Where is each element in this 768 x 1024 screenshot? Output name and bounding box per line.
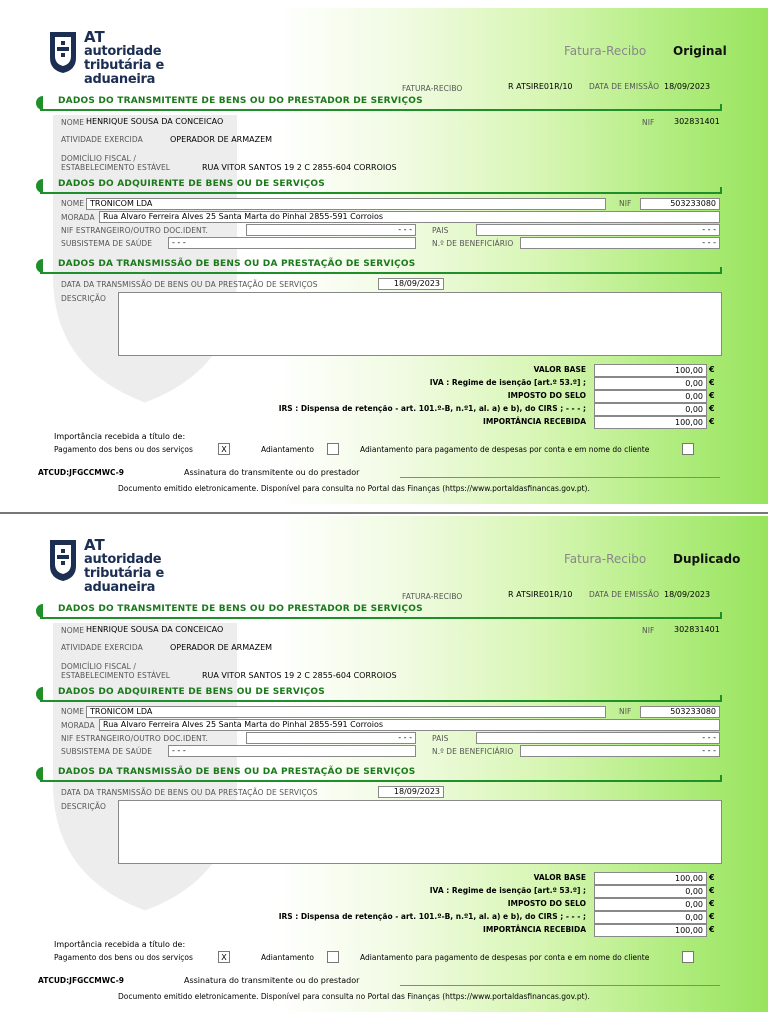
transaction-date-label: DATA DA TRANSMISSÃO DE BENS OU DA PRESTAÇÃO DE SERVIÇOS — [61, 788, 318, 797]
description-field — [118, 800, 722, 864]
currency-symbol: € — [709, 899, 715, 908]
buyer-address-label: MORADA — [61, 213, 95, 222]
invoice-number: R ATSIRE01R/10 — [508, 590, 573, 599]
buyer-country-label: PAIS — [432, 734, 449, 743]
amount-received-label: IMPORTÂNCIA RECEBIDA — [483, 417, 586, 426]
seller-name: HENRIQUE SOUSA DA CONCEICAO — [86, 625, 224, 634]
document-type: Fatura-Recibo — [564, 552, 647, 566]
payment-option-expenses-checkbox[interactable] — [682, 951, 694, 963]
buyer-address-field: Rua Alvaro Ferreira Alves 25 Santa Marta do Pinhal 2855-591 Corroios — [99, 719, 720, 731]
seller-name-label: NOME — [61, 626, 85, 635]
buyer-country-field: - - - — [476, 224, 720, 236]
irs-label: IRS : Dispensa de retenção - art. 101.º-B, n.º1, al. a) e b), do CIRS ; - - - ; — [278, 404, 586, 413]
brand-line-1: AT — [84, 536, 105, 554]
irs-value: 0,00 — [594, 911, 707, 924]
buyer-nif-field: 503233080 — [640, 706, 720, 718]
payment-option-advance-label: Adiantamento — [261, 953, 314, 962]
base-value: 100,00 — [594, 364, 707, 377]
brand-logo — [48, 536, 238, 595]
currency-symbol: € — [709, 886, 715, 895]
transaction-date-field: 18/09/2023 — [378, 786, 444, 798]
invoice-number: R ATSIRE01R/10 — [508, 82, 573, 91]
seller-nif-label: NIF — [642, 626, 655, 635]
payment-option-goods-label: Pagamento dos bens ou dos serviços — [54, 445, 193, 454]
seller-activity: OPERADOR DE ARMAZEM — [170, 135, 273, 144]
payment-option-advance-label: Adiantamento — [261, 445, 314, 454]
issue-date-label: DATA DE EMISSÃO — [589, 590, 660, 599]
payment-option-goods-label: Pagamento dos bens ou dos serviços — [54, 953, 193, 962]
seller-address: RUA VITOR SANTOS 19 2 C 2855-604 CORROIOS — [202, 671, 397, 680]
buyer-health-label: SUBSISTEMA DE SAÚDE — [61, 747, 153, 756]
payment-option-goods-checkbox[interactable]: X — [218, 951, 230, 963]
document-type: Fatura-Recibo — [564, 44, 647, 58]
seller-activity-label: ATIVIDADE EXERCIDA — [61, 643, 143, 652]
buyer-country-label: PAIS — [432, 226, 449, 235]
buyer-beneficiary-label: N.º DE BENEFICIÁRIO — [432, 747, 514, 756]
transaction-date-field: 18/09/2023 — [378, 278, 444, 290]
seller-name: HENRIQUE SOUSA DA CONCEICAO — [86, 117, 224, 126]
signature-label: Assinatura do transmitente ou do prestador — [184, 976, 360, 985]
buyer-address-field: Rua Alvaro Ferreira Alves 25 Santa Marta do Pinhal 2855-591 Corroios — [99, 211, 720, 223]
invoice-type-label: FATURA-RECIBO — [402, 84, 463, 93]
signature-label: Assinatura do transmitente ou do prestador — [184, 468, 360, 477]
transaction-section-title: DADOS DA TRANSMISSÃO DE BENS OU DA PRESTAÇÃO DE SERVIÇOS — [58, 767, 416, 777]
amount-received-value: 100,00 — [594, 924, 707, 937]
buyer-name-label: NOME — [61, 199, 85, 208]
atcud-code: ATCUD:JFGCCMWC-9 — [38, 468, 124, 477]
iva-label: IVA : Regime de isenção [art.º 53.º] ; — [429, 886, 586, 895]
irs-label: IRS : Dispensa de retenção - art. 101.º-B, n.º1, al. a) e b), do CIRS ; - - - ; — [278, 912, 586, 921]
buyer-name-label: NOME — [61, 707, 85, 716]
seller-nif-label: NIF — [642, 118, 655, 127]
issue-date: 18/09/2023 — [664, 82, 711, 91]
amount-received-label: IMPORTÂNCIA RECEBIDA — [483, 925, 586, 934]
currency-symbol: € — [709, 378, 715, 387]
buyer-beneficiary-label: N.º DE BENEFICIÁRIO — [432, 239, 514, 248]
stamp-tax-label: IMPOSTO DO SELO — [507, 391, 586, 400]
brand-line-3: tributária e aduaneira — [84, 58, 165, 87]
electronic-note: Documento emitido eletronicamente. Disponível para consulta no Portal das Finanças (https://www.portaldasfinancas.gov.pt). — [118, 992, 590, 1001]
transaction-section-title: DADOS DA TRANSMISSÃO DE BENS OU DA PRESTAÇÃO DE SERVIÇOS — [58, 259, 416, 269]
invoice-type-label: FATURA-RECIBO — [402, 592, 463, 601]
seller-section-title: DADOS DO TRANSMITENTE DE BENS OU DO PRESTADOR DE SERVIÇOS — [58, 96, 423, 106]
currency-symbol: € — [709, 873, 715, 882]
base-value: 100,00 — [594, 872, 707, 885]
signature-line — [400, 985, 720, 986]
buyer-beneficiary-field: - - - — [520, 745, 720, 757]
iva-label: IVA : Regime de isenção [art.º 53.º] ; — [429, 378, 586, 387]
buyer-health-label: SUBSISTEMA DE SAÚDE — [61, 239, 153, 248]
buyer-nif-label: NIF — [619, 199, 632, 208]
description-label: DESCRIÇÃO — [61, 294, 106, 303]
buyer-beneficiary-field: - - - — [520, 237, 720, 249]
buyer-address-label: MORADA — [61, 721, 95, 730]
receipt-separator — [0, 512, 768, 514]
buyer-foreign-nif-label: NIF ESTRANGEIRO/OUTRO DOC.IDENT. — [61, 226, 209, 235]
copy-label: Duplicado — [673, 552, 741, 566]
receipt-duplicate — [0, 516, 768, 1012]
brand-line-1: AT — [84, 28, 105, 46]
electronic-note: Documento emitido eletronicamente. Disponível para consulta no Portal das Finanças (https://www.portaldasfinancas.gov.pt). — [118, 484, 590, 493]
iva-value: 0,00 — [594, 377, 707, 390]
currency-symbol: € — [709, 417, 715, 426]
buyer-foreign-nif-label: NIF ESTRANGEIRO/OUTRO DOC.IDENT. — [61, 734, 209, 743]
seller-address-label-1: DOMICÍLIO FISCAL / — [61, 662, 137, 671]
seller-activity: OPERADOR DE ARMAZEM — [170, 643, 273, 652]
transaction-date-label: DATA DA TRANSMISSÃO DE BENS OU DA PRESTAÇÃO DE SERVIÇOS — [61, 280, 318, 289]
payment-title: Importância recebida a título de: — [54, 940, 186, 949]
copy-label: Original — [673, 44, 727, 58]
receipt-original — [0, 8, 768, 504]
payment-option-advance-checkbox[interactable] — [327, 951, 339, 963]
brand-line-2: autoridade — [84, 44, 162, 59]
irs-value: 0,00 — [594, 403, 707, 416]
buyer-nif-label: NIF — [619, 707, 632, 716]
currency-symbol: € — [709, 912, 715, 921]
buyer-country-field: - - - — [476, 732, 720, 744]
currency-symbol: € — [709, 391, 715, 400]
buyer-name-field: TRONICOM LDA — [86, 198, 606, 210]
amount-received-value: 100,00 — [594, 416, 707, 429]
seller-activity-label: ATIVIDADE EXERCIDA — [61, 135, 143, 144]
stamp-tax-value: 0,00 — [594, 390, 707, 403]
buyer-health-field: - - - — [168, 237, 416, 249]
brand-line-2: autoridade — [84, 552, 162, 567]
seller-section-title: DADOS DO TRANSMITENTE DE BENS OU DO PRESTADOR DE SERVIÇOS — [58, 604, 423, 614]
atcud-code: ATCUD:JFGCCMWC-9 — [38, 976, 124, 985]
description-label: DESCRIÇÃO — [61, 802, 106, 811]
seller-nif: 302831401 — [674, 117, 720, 126]
buyer-section-title: DADOS DO ADQUIRENTE DE BENS OU DE SERVIÇOS — [58, 687, 325, 697]
currency-symbol: € — [709, 404, 715, 413]
portugal-shield-icon — [48, 538, 78, 582]
base-value-label: VALOR BASE — [533, 365, 586, 374]
brand-logo — [48, 28, 238, 87]
buyer-foreign-nif-field: - - - — [246, 732, 416, 744]
payment-option-expenses-label: Adiantamento para pagamento de despesas por conta e em nome do cliente — [360, 445, 650, 454]
buyer-foreign-nif-field: - - - — [246, 224, 416, 236]
seller-nif: 302831401 — [674, 625, 720, 634]
seller-address-label-2: ESTABELECIMENTO ESTÁVEL — [61, 671, 171, 680]
issue-date: 18/09/2023 — [664, 590, 711, 599]
seller-address: RUA VITOR SANTOS 19 2 C 2855-604 CORROIOS — [202, 163, 397, 172]
buyer-section-title: DADOS DO ADQUIRENTE DE BENS OU DE SERVIÇOS — [58, 179, 325, 189]
payment-option-advance-checkbox[interactable] — [327, 443, 339, 455]
buyer-nif-field: 503233080 — [640, 198, 720, 210]
payment-title: Importância recebida a título de: — [54, 432, 186, 441]
brand-line-3: tributária e aduaneira — [84, 566, 165, 595]
payment-option-expenses-checkbox[interactable] — [682, 443, 694, 455]
seller-address-label-1: DOMICÍLIO FISCAL / — [61, 154, 137, 163]
buyer-name-field: TRONICOM LDA — [86, 706, 606, 718]
seller-name-label: NOME — [61, 118, 85, 127]
base-value-label: VALOR BASE — [533, 873, 586, 882]
payment-option-expenses-label: Adiantamento para pagamento de despesas por conta e em nome do cliente — [360, 953, 650, 962]
iva-value: 0,00 — [594, 885, 707, 898]
stamp-tax-value: 0,00 — [594, 898, 707, 911]
signature-line — [400, 477, 720, 478]
currency-symbol: € — [709, 925, 715, 934]
payment-option-goods-checkbox[interactable]: X — [218, 443, 230, 455]
description-field — [118, 292, 722, 356]
currency-symbol: € — [709, 365, 715, 374]
buyer-health-field: - - - — [168, 745, 416, 757]
issue-date-label: DATA DE EMISSÃO — [589, 82, 660, 91]
seller-address-label-2: ESTABELECIMENTO ESTÁVEL — [61, 163, 171, 172]
stamp-tax-label: IMPOSTO DO SELO — [507, 899, 586, 908]
portugal-shield-icon — [48, 30, 78, 74]
